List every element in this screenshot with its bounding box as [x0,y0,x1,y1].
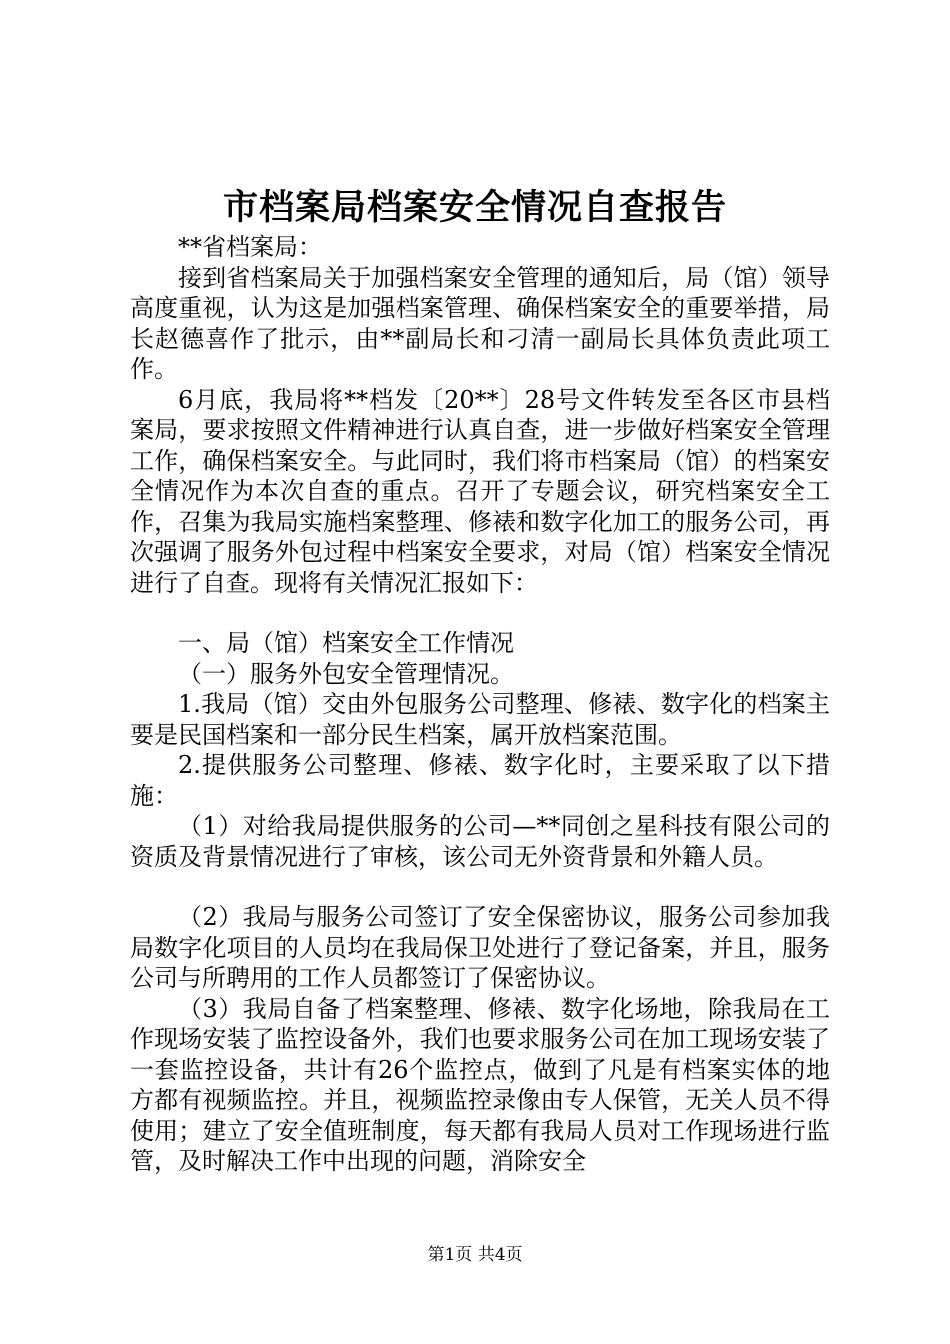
sub-item-3: （3）我局自备了档案整理、修裱、数字化场地，除我局在工作现场安装了监控设备外，我们也要求服务公司在加工现场安装了一套监控设备，共计有26个监控点，做到了凡是有档案实体的地方都有视频监控。并且，视频监控录像由专人保管，无关人员不得使用；建立了安全值班制度，每天都有我局人员对工作现场进行监管，及时解决工作中出现的问题，消除安全 [130,994,830,1175]
document-body [130,232,830,1177]
sub-item-2: （2）我局与服务公司签订了安全保密协议，服务公司参加我局数字化项目的人员均在我局保卫处进行了登记备案，并且，服务公司与所聘用的工作人员都签订了保密协议。 [130,903,830,992]
document-title: 市档案局档案安全情况自查报告 [222,187,727,228]
paragraph-june: 6月底，我局将**档发〔20**〕28号文件转发至各区市县档案局，要求按照文件精神进行认真自查，进一步做好档案安全管理工作，确保档案安全。与此同时，我们将市档案局（馆）的档案安全情况作为本次自查的重点。召开了专题会议，研究档案安全工作，召集为我局实施档案整理、修裱和数字化加工的服务公司，再次强调了服务外包过程中档案安全要求，对局（馆）档案安全情况进行了自查。现将有关情况汇报如下： [130,385,830,597]
page-number: 第1页 共4页 [427,1245,523,1265]
list-item-1: 1.我局（馆）交由外包服务公司整理、修裱、数字化的档案主要是民国档案和一部分民生档案，属开放档案范围。 [130,690,830,749]
section-heading-1: 一、局（馆）档案安全工作情况 [178,629,514,657]
salutation: **省档案局： [178,233,322,261]
list-item-2: 2.提供服务公司整理、修裱、数字化时，主要采取了以下措施： [130,751,830,810]
subsection-heading-1: （一）服务外包安全管理情况。 [178,659,514,688]
paragraph-intro: 接到省档案局关于加强档案安全管理的通知后，局（馆）领导高度重视，认为这是加强档案管理、确保档案安全的重要举措，局长赵德喜作了批示，由**副局长和刁清一副局长具体负责此项工作。 [130,263,830,383]
sub-item-1: （1）对给我局提供服务的公司—**同创之星科技有限公司的资质及背景情况进行了审核，该公司无外资背景和外籍人员。 [130,812,830,871]
